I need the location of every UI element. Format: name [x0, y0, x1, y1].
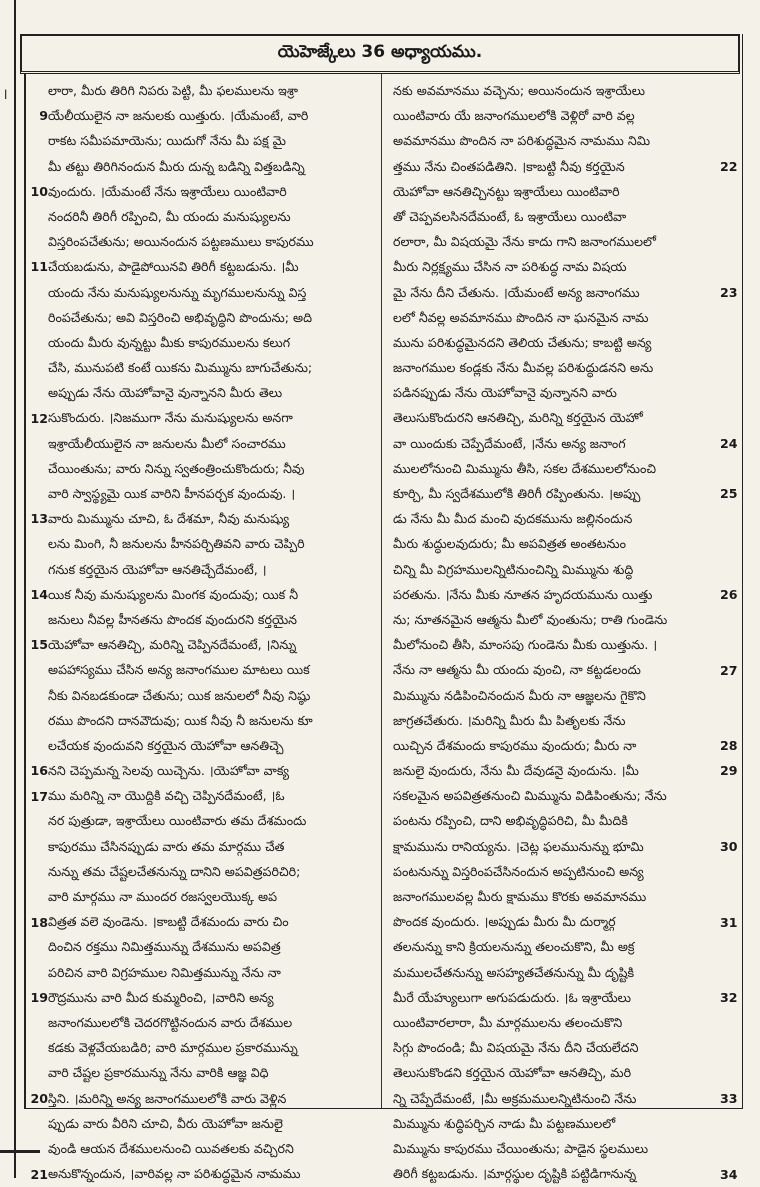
verse-number: 10: [30, 183, 48, 199]
text-line: సకలమైన అపవిత్రతనుంచి మిమ్మును విడిపింతును; నేను: [393, 788, 667, 804]
text-line: మములచేతనున్ను అసహ్యతచేతనున్ను మీ దృష్టికి: [393, 964, 635, 980]
text-line: నీకు వినబడకుండా చేతును; యిక జనులలో నీవు నిష్ఠు: [48, 687, 311, 703]
verse-number: 34: [720, 1166, 738, 1182]
text-line: తలనున్ను కాని క్రియలనున్ను తలంచుకొని, మీ అక్ర: [393, 939, 635, 955]
text-line: రౌద్రమును వారి మీద కుమ్మరించి, ।వారిని అన్య: [48, 989, 274, 1005]
text-line: జనాంగములలోకి చెదరగొట్టినందున వారు దేశముల: [48, 1014, 293, 1030]
text-line: ను; నూతనమైన ఆత్మను మీలో వుంతును; రాతి గుండెను: [393, 611, 668, 627]
text-line: నకు అవమానము వచ్చెను; అయినందున ఇశ్రాయేలు: [393, 83, 646, 98]
text-line: యిక నీవు మనుష్యులను మింగక వుందువు; యిక నీ: [48, 586, 299, 602]
text-line: అప్పుడు నేను యెహోవానై వున్నానని మీరు తెలు: [48, 385, 283, 401]
text-line: జనాంగములవల్ల మీరు క్షామము కొరకు అవమానము: [393, 889, 647, 904]
text-line: రలారా, మీ విషయమై నేను కాదు గాని జనాంగములలో: [393, 234, 656, 250]
text-line: మీరే యేహ్యులుగా అగుపడుదురు. ।ఓ ఇశ్రాయేలు: [393, 989, 631, 1005]
text-line: అపహాస్యము చేసిన అన్య జనాంగముల మాటలు యిక: [48, 662, 310, 678]
verse-number: 13: [30, 511, 48, 527]
verse-number: 21: [30, 1166, 48, 1182]
text-line: కడకు వెళ్లవేయబడిరి; వారి మార్గముల ప్రకారమున్ను: [48, 1040, 298, 1056]
text-line: పడినప్పుడు నేను యెహోవానై వున్నానని వారు: [393, 385, 617, 401]
text-line: అవమానము పొందిన నా పరిశుద్ధమైన నామము నిమి: [393, 133, 651, 149]
text-line: జనాంగముల కండ్లకు నేను మీవల్ల పరిశుద్ధుడనని అను: [393, 360, 654, 376]
text-line: జనులు నీవల్ల హీనతను పొందక వుందురని కర్తయైన: [48, 611, 298, 627]
chapter-heading-text: యెహెజ్కేలు 36 అధ్యాయము.: [277, 41, 483, 62]
text-line: రింపచేతును; అవి విస్తరించి అభివృద్ధిని పొందును; అది: [48, 309, 312, 325]
text-line: జాగ్రతచేతురు. ।మరిన్ని మీరు మీ పితృలకు నేను: [393, 712, 626, 728]
verse-number: 9: [39, 108, 48, 124]
binding-gutter-line: [14, 0, 16, 1178]
verse-number: 22: [720, 158, 738, 174]
text-line: పంటనున్ను విస్తరింపచేసినందున అప్పటినుంచి అన్య: [393, 863, 644, 879]
column-divider: [381, 74, 382, 1108]
text-line: న్ని చెప్పేదేమంటే, ।మీ అక్రమములన్నిటినుంచి నేను: [393, 1090, 637, 1106]
text-line: లచేయక వుందువని కర్తయైన యెహోవా ఆనతిచ్చె: [48, 737, 284, 753]
verse-number: 33: [720, 1091, 738, 1106]
text-line: రాకట సమీపమాయెను; యిదుగో నేను మీ పక్ష మై: [48, 133, 287, 149]
text-line: మీరు శుద్ధులవుదురు; మీ అపవిత్రత అంతటనుం: [393, 536, 626, 552]
text-line: యిచ్చిన దేశమందు కాపురము వుందురు; మీరు నా: [393, 737, 637, 753]
text-line: మిమ్మును నడిపించినందున మీరు నా ఆజ్ఞలను గైకొని: [393, 687, 646, 703]
text-line: చేసి, మునుపటి కంటే యికను మిమ్మును బాగుచేతును;: [48, 360, 313, 376]
text-line: యందు నేను మనుష్యులనున్ను మృగములనున్ను విస్త: [48, 284, 307, 300]
text-line: యెహోవా ఆనతిచ్చినట్టు ఇశ్రాయేలు యింటివారి: [393, 183, 620, 199]
verse-number: 14: [30, 587, 48, 602]
text-line: వుందురు. ।యేమంటే నేను ఇశ్రాయేలు యింటివారి: [48, 183, 287, 199]
text-line: క్షామమును రానియ్యను. ।చెట్ల ఫలమునున్ను భూమి: [393, 838, 644, 854]
text-line: మిమ్మును శుద్ధిపర్చిన నాడు మీ పట్టణములలో: [393, 1115, 616, 1131]
text-line: పరతును. ।నేను మీకు నూతన హృదయమును యిత్తు: [393, 586, 653, 602]
verse-number: 15: [30, 637, 48, 653]
text-line: సిగ్గు పొందండి; మీ విషయమై నేను దీని చేయలేదని: [393, 1040, 639, 1056]
right-column: [393, 78, 723, 1186]
verse-number: 19: [30, 990, 48, 1006]
text-line: తెలుసుకొండని కర్తయైన యెహోవా ఆనతిచ్చి, మరి: [393, 1065, 632, 1081]
text-line: పంటను రప్పించి, దాని అభివృద్ధిపరిచి, మీ మీదికి: [393, 813, 628, 829]
text-line: మీరు నిర్లక్ష్యము చేసిన నా పరిశుద్ధ నామ విషయ: [393, 259, 627, 275]
text-line: నని చెప్పమన్న సెలవు యిచ్చెను. ।యెహోవా వాక్య: [48, 763, 290, 779]
text-line: వారి చేష్టల ప్రకారమున్ను నేను వారికి ఆజ్ఞ విధి: [48, 1065, 269, 1081]
text-line: డు నేను మీ మీద మంచి వుదకమును జల్లినందున: [393, 511, 633, 527]
text-line: ఇశ్రాయేలీయులైన నా జనులను మీలో సంచారము: [48, 435, 286, 451]
verse-number: 23: [720, 284, 738, 300]
verse-number: 31: [720, 914, 738, 930]
text-line: తిరిగీ కట్టబడును. ।మార్గస్థుల దృష్టికి పట్టిడిగానున్న: [393, 1166, 637, 1182]
text-line: తో చెప్పవలసినదేమంటే, ఓ ఇశ్రాయేలు యింటివా: [393, 208, 627, 224]
text-line: వారు మిమ్మును చూచి, ఓ దేశమా, నీవు మనుష్యు: [48, 511, 290, 527]
text-line: పరిచిన వారి విగ్రహముల నిమిత్తమున్ను నేను నా: [48, 964, 281, 980]
text-line: ము మరిన్ని నా యొద్దికి వచ్చి చెప్పినదేమంటే, ।ఓ: [48, 788, 285, 804]
text-line: మీలోనుంచి తీసి, మాంసపు గుండెను మీకు యిత్తును. ।: [393, 637, 658, 653]
text-line: నున్ను తమ చేష్టలచేతనున్ను దానిని అపవిత్రపరిచిరి;: [48, 863, 301, 879]
text-line: వుండి ఆయన దేశములనుంచి యివతలకు వచ్చిరని: [48, 1140, 294, 1156]
text-line: విస్తరింపచేతును; అయినందున పట్టణములు కాపురము: [48, 234, 314, 250]
verse-number: 20: [30, 1091, 48, 1106]
margin-mark: l: [4, 88, 8, 102]
text-line: యింటివారలారా, మీ మార్గములను తలంచుకొని: [393, 1014, 623, 1030]
text-line: దించిన రక్తము నిమిత్తమున్ను దేశమును అపవిత్ర: [48, 939, 281, 955]
verse-number: 26: [720, 587, 738, 602]
text-line: మై నేను దీని చేతును. ।యేమంటే అన్య జనాంగము: [393, 284, 640, 300]
text-line: లారా, మీరు తిరిగి నిపరు పెట్టి, మీ ఫలములను ఇశ్రా: [48, 83, 298, 98]
text-line: వారి స్వాస్థ్యమై యిక వారిని హీనపర్చక వుందువు. ।: [48, 486, 296, 501]
text-line: లను మింగి, నీ జనులను హీనపర్చితివని వారు చెప్పిరి: [48, 536, 305, 552]
text-line: గనుక కర్తయైన యెహోవా ఆనతిచ్చేదేమంటే, ।: [48, 561, 267, 577]
verse-number: 17: [30, 788, 48, 804]
text-line: జనులై వుందురు, నేను మీ దేవుడనై వుందును. ।మీ: [393, 763, 639, 779]
chapter-heading: [20, 34, 740, 74]
text-line: సుకొందురు. ।నిజముగా నేను మనుష్యులను అనగా: [48, 410, 293, 426]
text-line: స్తిని. ।మరిన్ని అన్య జనాంగములలోకి వారు వెళ్లిన: [48, 1090, 287, 1106]
bottom-edge-mark: [0, 1150, 40, 1153]
verse-number: 30: [720, 839, 738, 854]
text-line: యెహోవా ఆనతిచ్చి, మరిన్ని చెప్పినదేమంటే, ।నిన్ను: [48, 637, 297, 653]
text-line: తెలుసుకొందురని ఆనతిచ్చి, మరిన్ని కర్తయైన యెహో: [393, 410, 643, 426]
text-line: నర పుత్రుడా, ఇశ్రాయేలు యింటివారు తమ దేశమందు: [48, 813, 307, 829]
text-line: చిన్ని మీ విగ్రహములన్నిటినుంచిన్ని మిమ్మును శుద్ధి: [393, 561, 634, 577]
text-line: రము పొందని దానవౌదువు; యిక నీవు నీ జనులను కూ: [48, 712, 313, 728]
verse-number: 28: [720, 738, 738, 754]
verse-number: 24: [720, 435, 738, 451]
text-line: చేయింతును; వారు నిన్ను స్వతంత్రించుకొందురు; నీవు: [48, 460, 305, 476]
text-line: ప్పుడు వారు వీరిని చూచి, వీరు యెహోవా జనులై: [48, 1115, 283, 1131]
left-column: [48, 78, 378, 1186]
text-line: త్తము నేను చింతపడితిని. ।కాబట్టి నీవు కర్తయైన: [393, 158, 625, 174]
text-line: నందరినీ తిరిగీ రప్పించి, మీ యందు మనుష్యులను: [48, 208, 291, 224]
text-line: కూర్చి, మీ స్వదేశములోకి తిరిగీ రప్పింతును. ।అప్పు: [393, 486, 641, 501]
verse-number: 25: [720, 486, 738, 502]
text-line: యందు మీరు వున్నట్టు మీకు కాపురములను కలుగ: [48, 334, 291, 350]
verse-number: 12: [30, 410, 48, 426]
text-line: కాపురము చేసినప్పుడు వారు తమ మార్గము చేత: [48, 838, 285, 854]
verse-number: 18: [30, 914, 48, 930]
text-line: మీ తట్టు తిరిగినందున మీరు దున్న బడిన్ని విత్తబడిన్ని: [48, 158, 305, 174]
text-line: పొందక వుందురు. ।అప్పుడు మీరు మీ దుర్మార్గ: [393, 914, 616, 930]
verse-number: 32: [720, 990, 738, 1006]
verse-number: 29: [720, 763, 738, 779]
text-line: మును పరిశుద్ధమైనదని తెలియ చేతును; కాబట్టి అన్య: [393, 334, 652, 350]
text-line: వా యిందుకు చెప్పేదేమంటే, ।నేను అన్య జనాంగ: [393, 435, 626, 451]
text-line: లలో నీవల్ల అవమానము పొందిన నా ఘనమైన నామ: [393, 309, 649, 325]
verse-number: 16: [30, 763, 48, 779]
text-line: ములలోనుంచి మిమ్మును తీసి, సకల దేశములలోనుంచి: [393, 460, 656, 476]
text-line: యేలీయులైన నా జనులకు యిత్తురు. ।యేమంటే, వారి: [48, 108, 309, 124]
text-line: మిమ్మును కాపురము చేయింతును; పాడైన స్థలములు: [393, 1140, 649, 1156]
text-line: చేయబడును, పాడైపోయినవి తిరిగీ కట్టబడును. ।మీ: [48, 259, 299, 275]
text-line: అనుకొన్నందున, ।వారివల్ల నా పరిశుద్ధమైన నామము: [48, 1166, 301, 1182]
text-line: యింటివారు యే జనాంగములలోకి వెళ్లిరో వారి వల్ల: [393, 108, 635, 124]
verse-number: 11: [30, 259, 48, 275]
text-line: వారి మార్గము నా ముందర రజస్వలయొక్క అప: [48, 889, 278, 904]
verse-number: 27: [720, 662, 738, 678]
text-line: నేను నా ఆత్మను మీ యందు వుంచి, నా కట్టడలందు: [393, 662, 641, 678]
text-line: విత్రత వలె వుండెను. ।కాబట్టి దేశమందు వారు చిం: [48, 914, 289, 930]
